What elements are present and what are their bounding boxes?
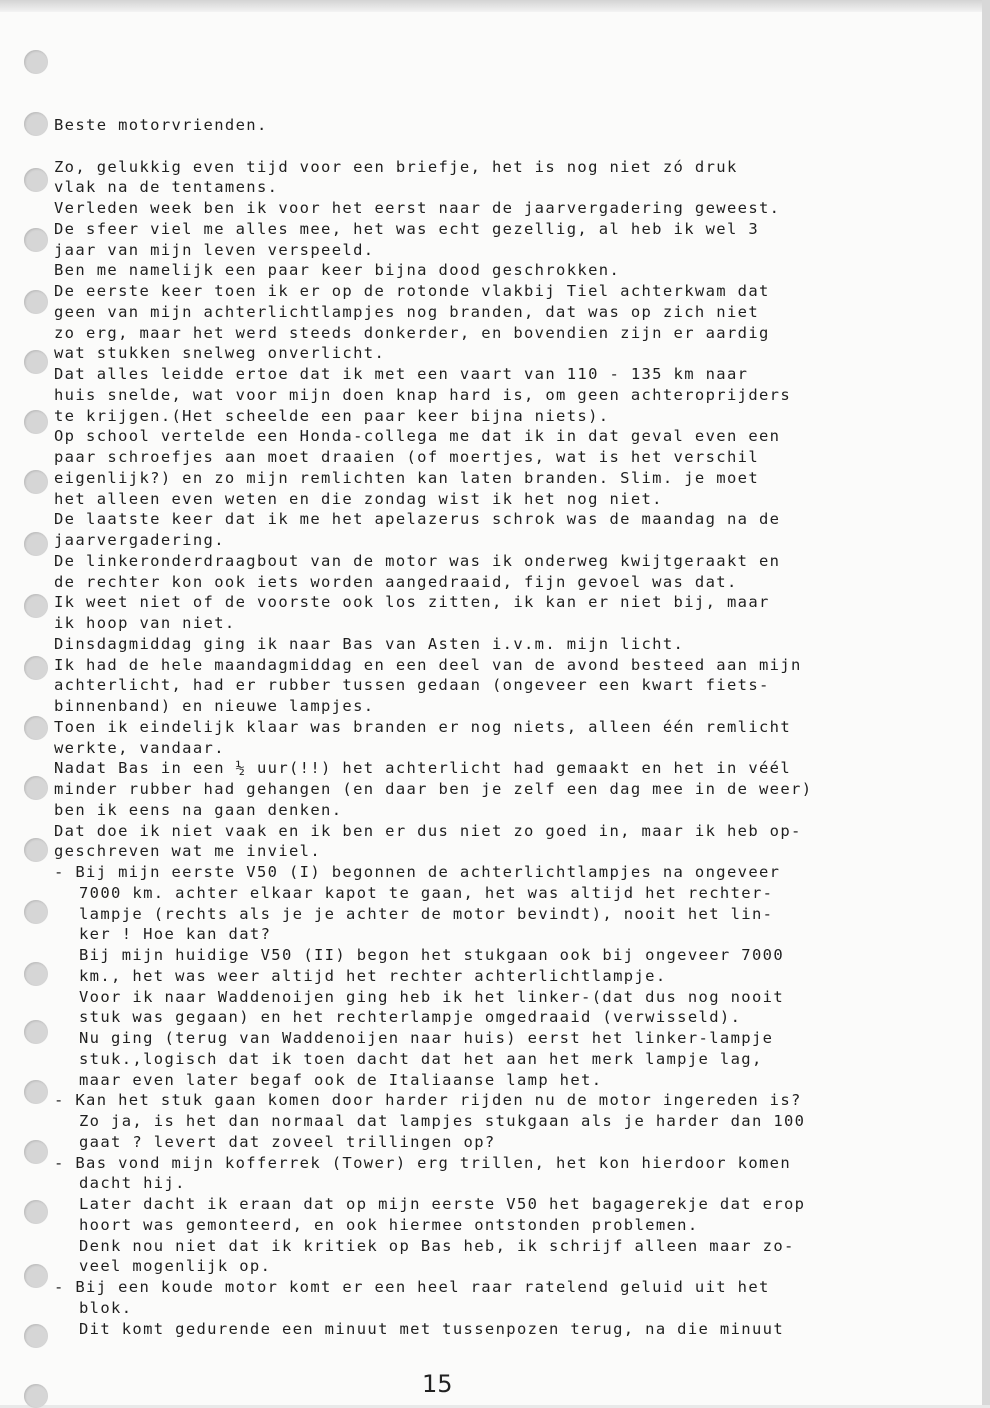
text-line: veel mogenlijk op.: [79, 1257, 272, 1276]
text-line: - Bij een koude motor komt er een heel raar ratelend geluid uit het: [54, 1278, 770, 1296]
binder-hole: [24, 470, 48, 494]
text-line: stuk was gegaan) en het rechterlampje omgedraaid (verwisseld).: [79, 1008, 742, 1027]
binder-hole: [24, 112, 48, 136]
page-top-shadow: [0, 0, 982, 12]
page-number: 15: [422, 1370, 453, 1398]
text-line: Denk nou niet dat ik kritiek op Bas heb, ik schrijf alleen maar zo-: [79, 1236, 795, 1255]
binder-hole: [24, 716, 48, 740]
text-line: Later dacht ik eraan dat op mijn eerste V50 het bagagerekje dat erop: [79, 1195, 806, 1213]
text-line: achterlicht, had er rubber tussen gedaan (ongeveer een kwart fiets-: [54, 676, 770, 695]
text-line: Op school vertelde een Honda-collega me dat ik in dat geval even een: [54, 427, 781, 446]
text-line: Dit komt gedurende een minuut met tussenpozen terug, na die minuut: [79, 1319, 784, 1338]
binder-hole: [24, 656, 48, 680]
text-line: Nadat Bas in een ½ uur(!!) het achterlicht had gemaakt en het in véél: [54, 759, 792, 778]
text-line: Dat alles leidde ertoe dat ik met een vaart van 110 - 135 km naar: [54, 365, 749, 383]
binder-hole: [24, 350, 48, 374]
binder-hole: [24, 1384, 48, 1408]
binder-hole: [24, 1020, 48, 1044]
text-line: Dat doe ik niet vaak en ik ben er dus niet zo goed in, maar ik heb op-: [54, 821, 802, 840]
text-line: Dinsdagmiddag ging ik naar Bas van Asten i.v.m. mijn licht.: [54, 634, 685, 653]
text-line: het alleen even weten en die zondag wist ik het nog niet.: [54, 489, 663, 508]
binder-hole: [24, 1080, 48, 1104]
text-line: De laatste keer dat ik me het apelazerus schrok was de maandag na de: [54, 510, 781, 529]
text-line: eigenlijk?) en zo mijn remlichten kan laten branden. Slim. je moet: [54, 468, 759, 487]
binder-hole: [24, 1324, 48, 1348]
text-line: jaarvergadering.: [54, 531, 225, 549]
text-line: Bij mijn huidige V50 (II) begon het stukgaan ook bij ongeveer 7000: [79, 946, 784, 964]
text-line: - Bas vond mijn kofferrek (Tower) erg trillen, het kon hierdoor komen: [54, 1153, 792, 1172]
text-line: Ik had de hele maandagmiddag en een deel van de avond besteed aan mijn: [54, 655, 802, 674]
text-line: Zo ja, is het dan normaal dat lampjes stukgaan als je harder dan 100: [79, 1112, 806, 1130]
text-line: geschreven wat me inviel.: [54, 842, 322, 861]
text-line: 7000 km. achter elkaar kapot te gaan, het was altijd het rechter-: [79, 883, 774, 902]
binder-hole: [24, 228, 48, 252]
text-line: wat stukken snelweg onverlicht.: [54, 344, 386, 363]
text-line: blok.: [79, 1298, 133, 1317]
text-line: paar schroefjes aan moet draaien (of moertjes, wat is het verschil: [54, 448, 759, 466]
text-line: binnenband) en nieuwe lampjes.: [54, 697, 375, 715]
binder-hole: [24, 1200, 48, 1224]
text-line: vlak na de tentamens.: [54, 178, 279, 197]
binder-hole: [24, 1264, 48, 1288]
text-line: Ben me namelijk een paar keer bijna dood geschrokken.: [54, 261, 621, 280]
text-line: geen van mijn achterlichtlampjes nog branden, dat was op zich niet: [54, 302, 759, 321]
text-line: ik hoop van niet.: [54, 614, 236, 632]
text-line: huis snelde, wat voor mijn doen knap hard is, om geen achteroprijders: [54, 385, 792, 404]
text-line: ker ! Hoe kan dat?: [79, 925, 272, 944]
text-line: lampje (rechts als je je achter de motor bevindt), nooit het lin-: [79, 904, 774, 923]
binder-hole: [24, 290, 48, 314]
text-line: de rechter kon ook iets worden aangedraaid, fijn gevoel was dat.: [54, 572, 738, 591]
letter-body: [54, 115, 954, 1339]
text-line: [54, 136, 954, 157]
binder-hole: [24, 594, 48, 618]
text-line: ben ik eens na gaan denken.: [54, 800, 343, 819]
page-right-edge: [982, 0, 990, 1405]
binder-hole: [24, 1140, 48, 1164]
binder-hole: [24, 838, 48, 862]
text-line: zo erg, maar het werd steeds donkerder, en bovendien zijn er aardig: [54, 323, 770, 342]
text-line: - Bij mijn eerste V50 (I) begonnen de achterlichtlampjes na ongeveer: [54, 863, 781, 881]
text-line: jaar van mijn leven verspeeld.: [54, 240, 375, 259]
text-line: dacht hij.: [79, 1174, 186, 1193]
text-line: maar even later begaf ook de Italiaanse lamp het.: [79, 1070, 603, 1089]
binder-hole: [24, 410, 48, 434]
binder-hole: [24, 532, 48, 556]
text-line: Verleden week ben ik voor het eerst naar de jaarvergadering geweest.: [54, 199, 781, 217]
text-line: De eerste keer toen ik er op de rotonde vlakbij Tiel achterkwam dat: [54, 282, 770, 300]
binder-hole: [24, 900, 48, 924]
text-line: te krijgen.(Het scheelde een paar keer bijna niets).: [54, 406, 610, 425]
text-line: Zo, gelukkig even tijd voor een briefje, het is nog niet zó druk: [54, 157, 738, 176]
binder-hole: [24, 776, 48, 800]
text-line: werkte, vandaar.: [54, 738, 225, 757]
text-line: - Kan het stuk gaan komen door harder rijden nu de motor ingereden is?: [54, 1091, 802, 1110]
text-line: gaat ? levert dat zoveel trillingen op?: [79, 1132, 496, 1151]
text-line: Toen ik eindelijk klaar was branden er nog niets, alleen één remlicht: [54, 717, 792, 736]
text-line: hoort was gemonteerd, en ook hiermee ontstonden problemen.: [79, 1215, 699, 1234]
text-line: Beste motorvrienden.: [54, 116, 268, 134]
text-line: Ik weet niet of de voorste ook los zitten, ik kan er niet bij, maar: [54, 593, 770, 612]
text-line: stuk.,logisch dat ik toen dacht dat het aan het merk lampje lag,: [79, 1049, 763, 1068]
text-line: minder rubber had gehangen (en daar ben je zelf een dag mee in de weer): [54, 780, 813, 798]
text-line: Nu ging (terug van Waddenoijen naar huis) eerst het linker-lampje: [79, 1029, 774, 1047]
text-line: De linkeronderdraagbout van de motor was ik onderweg kwijtgeraakt en: [54, 551, 781, 570]
text-line: De sfeer viel me alles mee, het was echt gezellig, al heb ik wel 3: [54, 219, 759, 238]
binder-hole: [24, 962, 48, 986]
binder-hole: [24, 50, 48, 74]
binder-hole: [24, 168, 48, 192]
text-line: km., het was weer altijd het rechter achterlichtlampje.: [79, 966, 667, 985]
text-line: Voor ik naar Waddenoijen ging heb ik het linker-(dat dus nog nooit: [79, 987, 784, 1006]
